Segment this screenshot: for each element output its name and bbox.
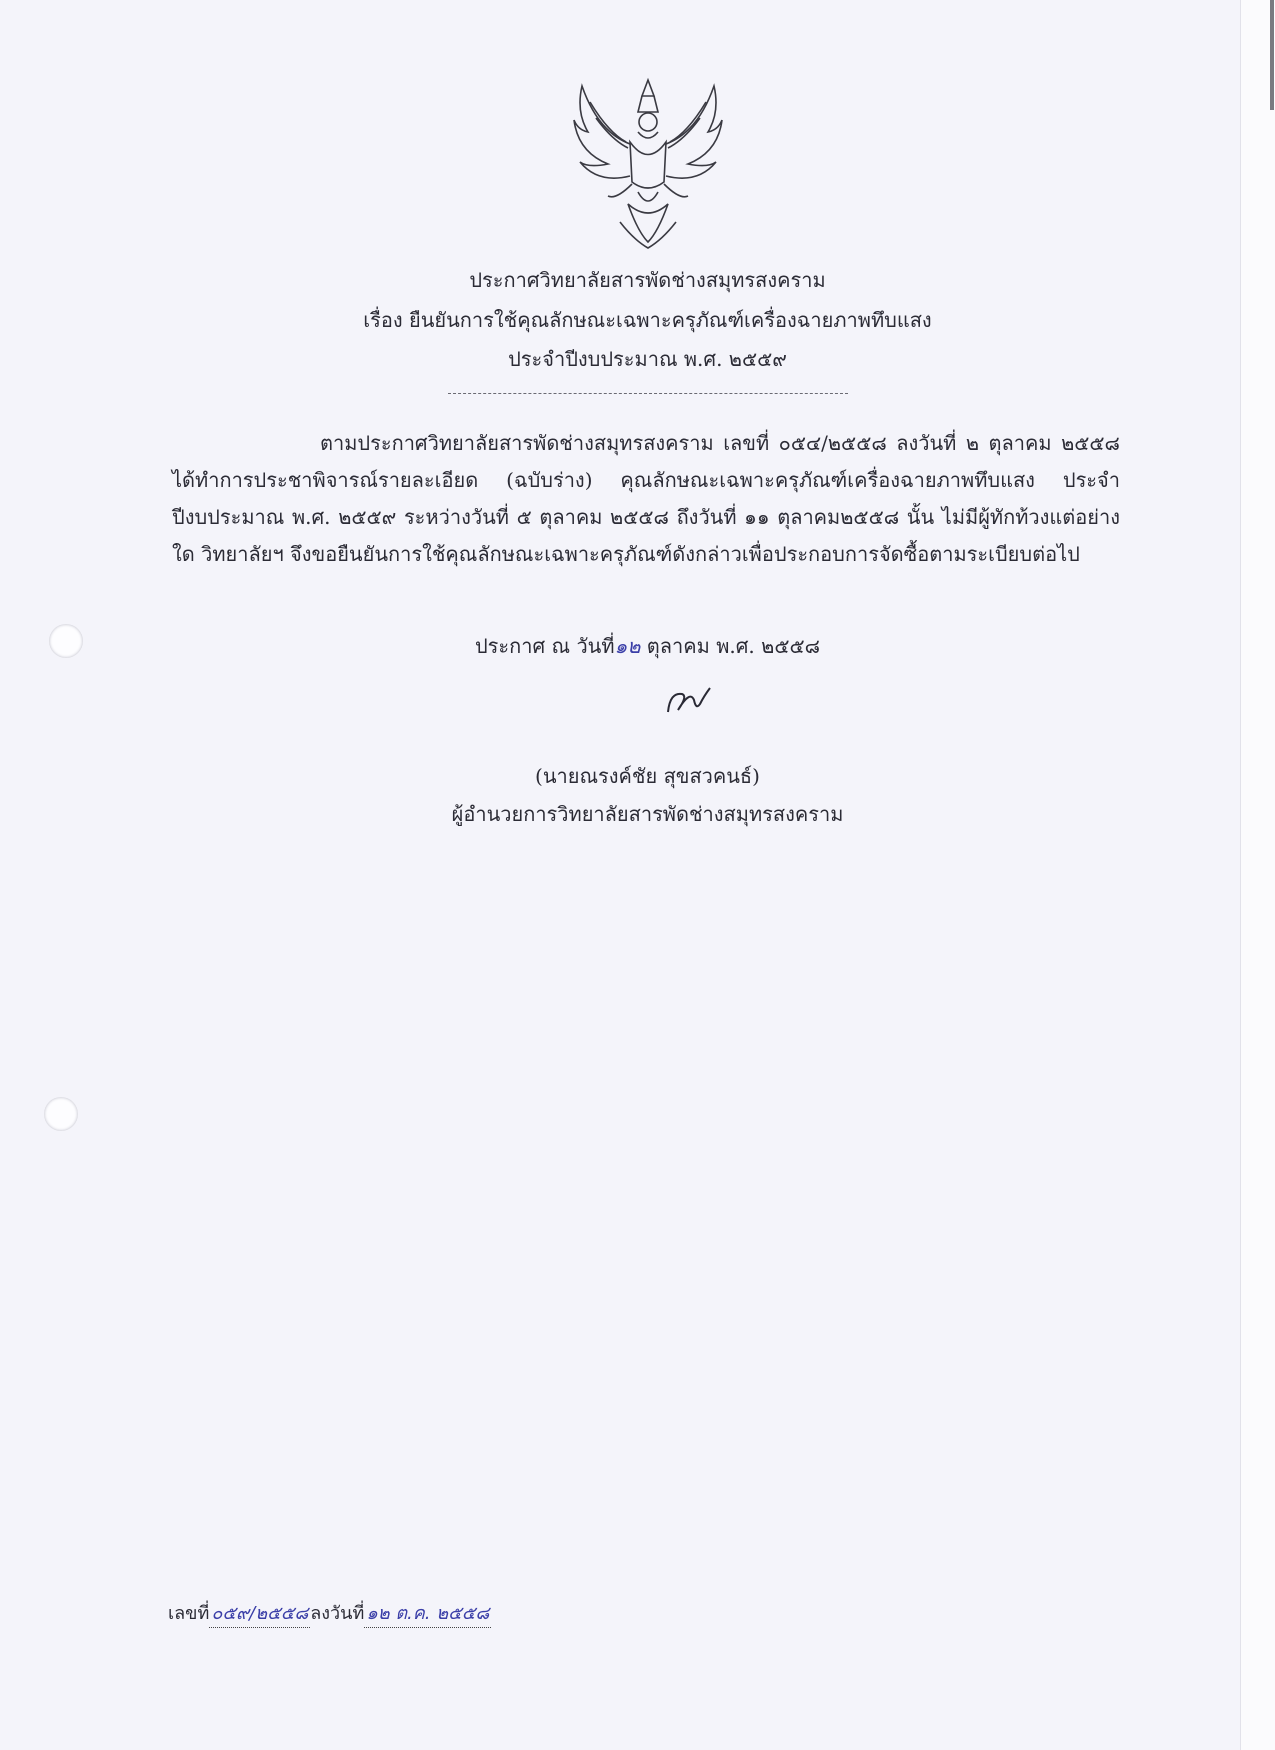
scan-margin <box>1240 0 1275 1750</box>
registration-footer <box>168 1598 491 1628</box>
fiscal-year-line: ประจำปีงบประมาณ พ.ศ. ๒๕๕๙ <box>508 347 787 371</box>
body-paragraph <box>172 425 1120 573</box>
announce-suffix: ตุลาคม พ.ศ. ๒๕๕๘ <box>640 634 821 658</box>
footer-date-value: ๑๒ ต.ค. ๒๕๕๘ <box>364 1598 491 1628</box>
garuda-emblem-icon <box>568 72 728 252</box>
header-divider <box>448 393 848 394</box>
signatory-position: ผู้อำนวยการวิทยาลัยสารพัดช่างสมุทรสงคราม <box>451 802 844 826</box>
signature-icon <box>660 682 720 722</box>
announcement-date-line <box>0 630 1275 662</box>
footer-number-value: ๐๕๙/๒๕๕๘ <box>209 1598 310 1628</box>
footer-number-label: เลขที่ <box>168 1603 210 1624</box>
announce-day-handwritten: ๑๒ <box>614 634 641 658</box>
body-paragraph-text: ตามประกาศวิทยาลัยสารพัดช่างสมุทรสงคราม เลขที่ ๐๕๔/๒๕๕๘ ลงวันที่ ๒ ตุลาคม ๒๕๕๘ ได้ทำการประชาพิจารณ์รายละเอียด (ฉบับร่าง) คุณลักษณะเฉพาะครุภัณฑ์เครื่องฉายภาพทึบแสง ประจำปีงบประมาณ พ.ศ. ๒๕๕๙ ระหว่างวันที่ ๕ ตุลาคม ๒๕๕๘ ถึงวันที่ ๑๑ ตุลาคม๒๕๕๘ นั้น ไม่มีผู้ทักท้วงแต่อย่างใด วิทยาลัยฯ จึงขอยืนยันการใช้คุณลักษณะเฉพาะครุภัณฑ์ดังกล่าวเพื่อประกอบการจัดซื้อตามระเบียบต่อไป <box>172 431 1120 566</box>
announcement-title: ประกาศวิทยาลัยสารพัดช่างสมุทรสงคราม <box>469 268 826 292</box>
signatory-name: (นายณรงค์ชัย สุขสวคนธ์) <box>535 764 760 788</box>
punch-hole-bottom <box>44 1097 78 1131</box>
footer-date-label: ลงวันที่ <box>310 1603 365 1624</box>
announce-prefix: ประกาศ ณ วันที่ <box>474 634 615 658</box>
announcement-subject: เรื่อง ยืนยันการใช้คุณลักษณะเฉพาะครุภัณฑ์เครื่องฉายภาพทึบแสง <box>363 308 932 332</box>
